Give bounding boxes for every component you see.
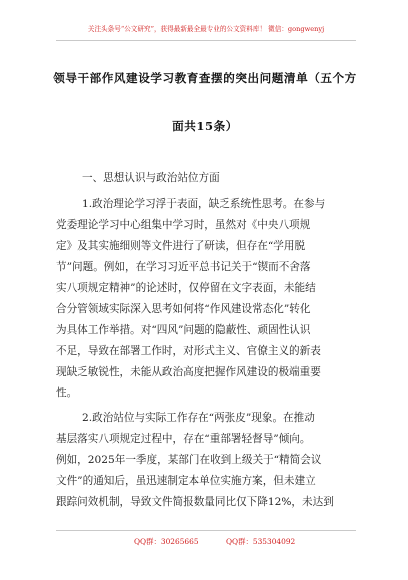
paragraph-line: 例如，2025年一季度，某部门在收到上级关于“精简会议 [56,454,322,466]
paragraph-line: 党委理论学习中心组集中学习时，虽然对《中央八项规 [56,219,311,231]
document-title-line-1: 领导干部作风建设学习教育查摆的突出问题清单（五个方 [53,71,357,85]
paragraph-line: 合分管领域实际深入思考如何将“作风建设常态化”转化 [56,303,311,315]
paragraph-line: 节”问题。例如，在学习习近平总书记关于“锲而不舍落 [56,261,311,273]
page-footer [56,530,356,559]
footer-qq-group-2: QQ群：535304092 [226,537,296,546]
paragraph-line: 2.政治站位与实际工作存在“两张皮”现象。在推动 [82,412,315,424]
paragraph-line: 性。 [56,387,78,399]
paragraph-line: 1.政治理论学习浮于表面，缺乏系统性思考。在参与 [82,198,326,210]
footer-qq-group-1: QQ群：30265665 [134,537,199,546]
document-title-line-2: 面共15条） [172,119,238,133]
paragraph-line: 不足，导致在部署工作时，对形式主义、官僚主义的新表 [56,345,321,357]
paragraph-line: 现缺乏敏锐性，未能从政治高度把握作风建设的极端重要 [56,366,321,378]
section-heading: 一、思想认识与政治站位方面 [82,172,220,184]
page-header [56,18,356,41]
paragraph-line: 基层落实八项规定过程中，存在“重部署轻督导”倾向。 [56,433,311,445]
paragraph-line: 定》及其实施细则等文件进行了研读，但存在“学用脱 [56,240,306,252]
paragraph-line: 实八项规定精神”的论述时，仅停留在文字表面，未能结 [56,282,316,294]
paragraph-line: 跟踪问效机制，导致文件简报数量同比仅下降12%，未达到 [56,496,334,508]
paragraph-line: 文件”的通知后，虽迅速制定本单位实施方案，但未建立 [56,475,316,487]
header-promo-text: 关注头条号“公文研究”，获得最新最全最专业的公文资料库！ 微信：gongwenyj [87,25,325,33]
paragraph-line: 为具体工作举措。对“四风”问题的隐蔽性、顽固性认识 [56,324,311,336]
